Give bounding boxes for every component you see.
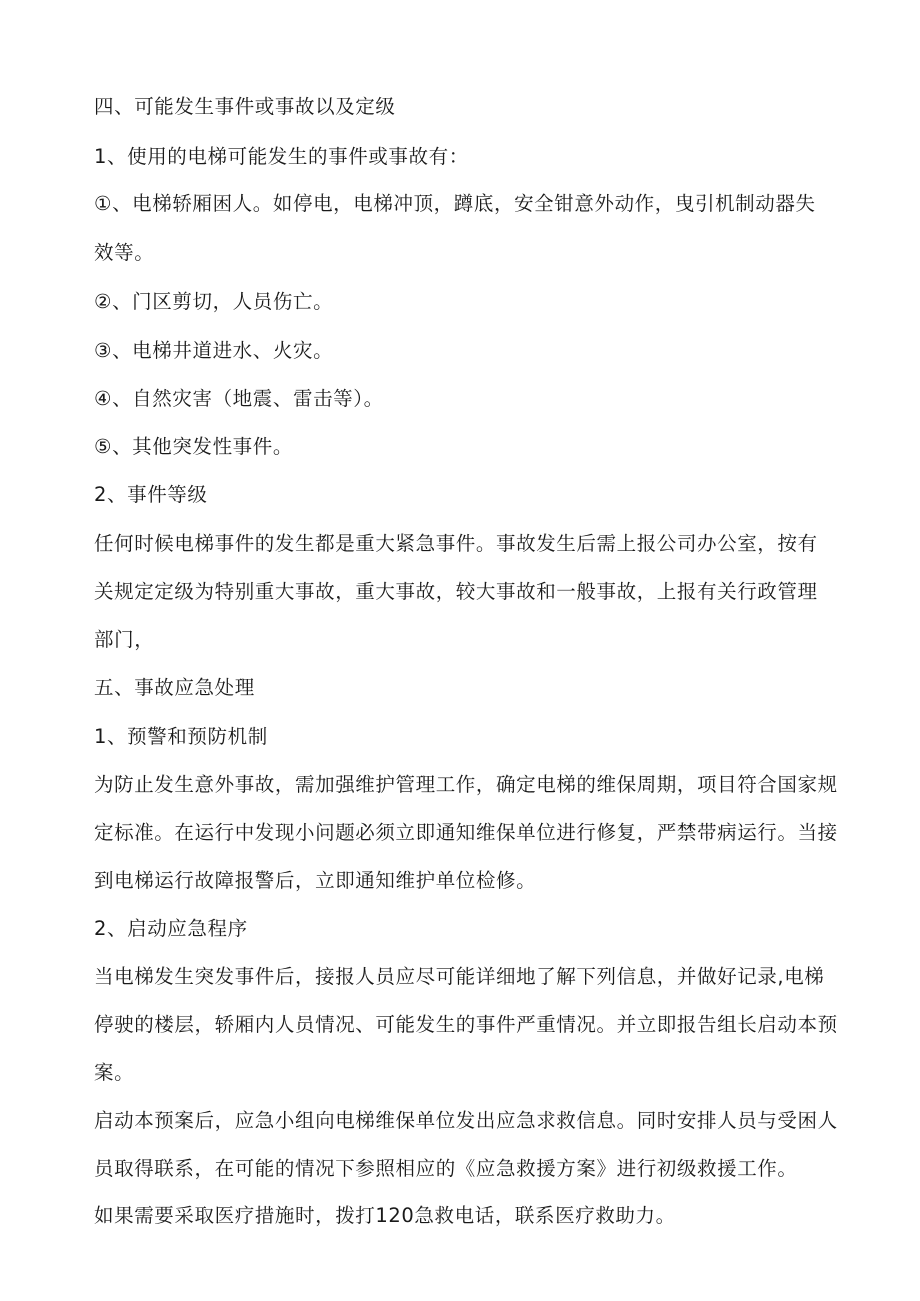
paragraph-5: 如果需要采取医疗措施时，拨打120急救电话，联系医疗救助力。 — [94, 1204, 676, 1227]
paragraph-3-line-2: 停驶的楼层，轿厢内人员情况、可能发生的事件严重情况。并立即报告组长启动本预 — [94, 1013, 838, 1036]
paragraph-2-line-3: 到电梯运行故障报警后，立即通知维护单位检修。 — [94, 869, 537, 892]
list-item-4: ④、自然灾害（地震、雷击等）。 — [94, 387, 384, 410]
list-item-5: ⑤、其他突发性事件。 — [94, 435, 293, 458]
paragraph-1-line-1: 任何时候电梯事件的发生都是重大紧急事件。事故发生后需上报公司办公室，按有 — [94, 532, 818, 555]
paragraph-2-line-2: 定标准。在运行中发现小问题必须立即通知维保单位进行修复，严禁带病运行。当接 — [94, 821, 838, 844]
list-item-2: ②、门区剪切，人员伤亡。 — [94, 290, 334, 313]
subheading-1b: 1、预警和预防机制 — [94, 725, 268, 748]
paragraph-3-line-3: 案。 — [94, 1061, 135, 1084]
paragraph-4-line-2: 员取得联系，在可能的情况下参照相应的《应急救援方案》进行初级救援工作。 — [94, 1157, 798, 1180]
section-heading-4: 四、可能发生事件或事故以及定级 — [94, 95, 396, 118]
paragraph-1-line-2: 关规定定级为特别重大事故，重大事故，较大事故和一般事故，上报有关行政管理 — [94, 580, 818, 603]
paragraph-2-line-1: 为防止发生意外事故，需加强维护管理工作，确定电梯的维保周期，项目符合国家规 — [94, 773, 838, 796]
paragraph-1-line-3: 部门， — [94, 628, 155, 651]
subheading-2: 2、事件等级 — [94, 483, 208, 506]
paragraph-4-line-1: 启动本预案后，应急小组向电梯维保单位发出应急求救信息。同时安排人员与受困人 — [94, 1109, 838, 1132]
list-item-3: ③、电梯井道进水、火灾。 — [94, 339, 334, 362]
subheading-1: 1、使用的电梯可能发生的事件或事故有： — [94, 145, 469, 168]
list-item-1-line-1: ①、电梯轿厢困人。如停电，电梯冲顶，蹲底，安全钳意外动作，曳引机制动器失 — [94, 192, 816, 215]
list-item-1-line-2: 效等。 — [94, 241, 155, 264]
subheading-2b: 2、启动应急程序 — [94, 917, 248, 940]
section-heading-5: 五、事故应急处理 — [94, 676, 255, 699]
paragraph-3-line-1: 当电梯发生突发事件后，接报人员应尽可能详细地了解下列信息，并做好记录,电梯 — [94, 965, 825, 988]
